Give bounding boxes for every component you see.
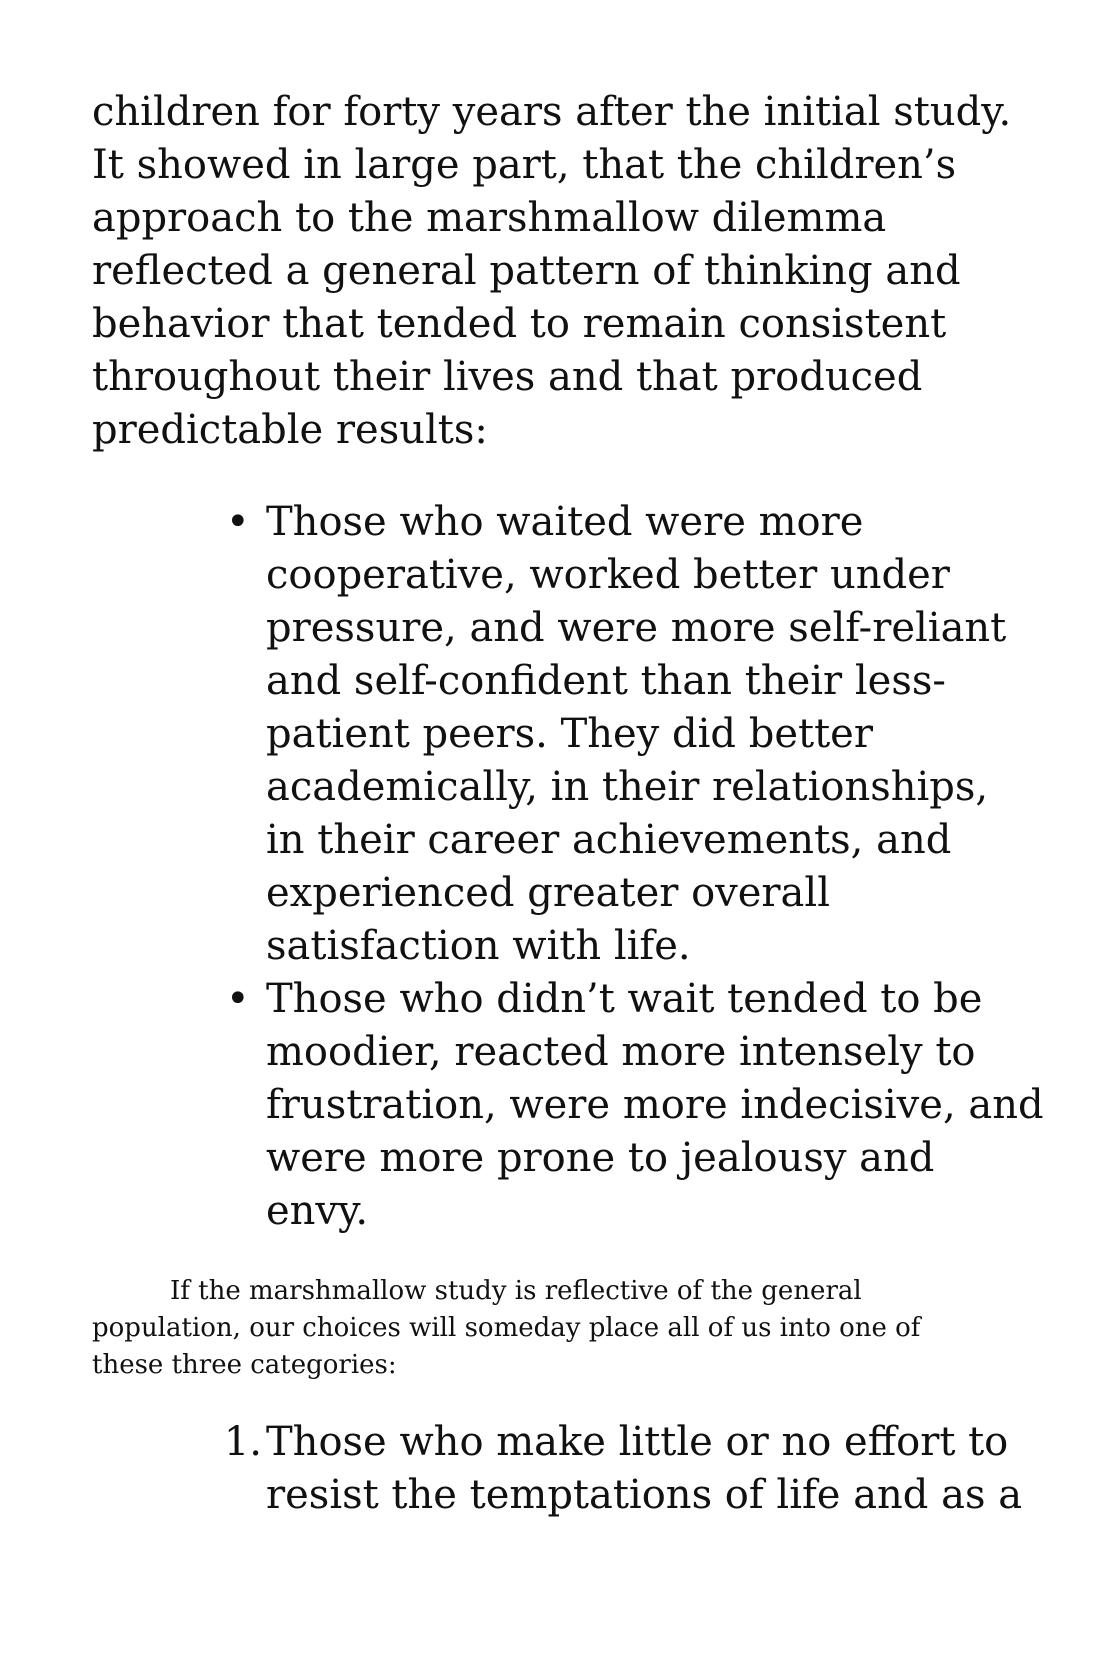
text-line: moodier, reacted more intensely to: [266, 1029, 976, 1075]
text-line: It showed in large part, that the children’s: [92, 142, 957, 188]
text-line: reflected a general pattern of thinking and: [92, 248, 961, 294]
text-line: envy.: [266, 1188, 369, 1234]
text-line: population, our choices will someday place all of us into one of: [92, 1313, 921, 1343]
text-line: Those who make little or no effort to: [266, 1419, 1009, 1465]
text-line: resist the temptations of life and as a: [266, 1472, 1023, 1518]
bullet-item-didnt-wait: [0, 973, 1044, 1238]
text-line: Those who waited were more: [266, 499, 864, 545]
text-line: experienced greater overall: [266, 870, 830, 916]
bullet-list: [0, 496, 1044, 1238]
text-line: in their career achievements, and: [266, 817, 952, 863]
text-line: satisfaction with life.: [266, 923, 691, 969]
summary-paragraph: [92, 1273, 1052, 1384]
numbered-list: [0, 1416, 1023, 1522]
text-line: and self-confident than their less-: [266, 658, 946, 704]
numbered-item-text: [266, 1416, 1022, 1522]
text-line: patient peers. They did better: [266, 711, 873, 757]
text-line: pressure, and were more self-reliant: [266, 605, 1007, 651]
bullet-marker: •: [226, 499, 250, 545]
text-line: academically, in their relationships,: [266, 764, 989, 810]
text-line: Those who didn’t wait tended to be: [266, 976, 983, 1022]
bullet-text: [266, 496, 1044, 973]
text-line: throughout their lives and that produced: [92, 354, 923, 400]
text-line: approach to the marshmallow dilemma: [92, 195, 887, 241]
intro-paragraph: [92, 86, 1052, 457]
numbered-item: [0, 1416, 1023, 1522]
item-number: 1.: [223, 1419, 262, 1465]
text-line: behavior that tended to remain consistent: [92, 301, 947, 347]
text-line: were more prone to jealousy and: [266, 1135, 935, 1181]
bullet-text: [266, 973, 1044, 1238]
text-line: frustration, were more indecisive, and: [266, 1082, 1044, 1128]
bullet-marker: •: [226, 976, 250, 1022]
text-line: cooperative, worked better under: [266, 552, 950, 598]
text-line: children for forty years after the initial study.: [92, 89, 1012, 135]
text-line: these three categories:: [92, 1350, 397, 1380]
bullet-item-waited: [0, 496, 1007, 973]
text-line: predictable results:: [92, 407, 488, 453]
text-line: If the marshmallow study is reflective of the general: [170, 1276, 862, 1306]
